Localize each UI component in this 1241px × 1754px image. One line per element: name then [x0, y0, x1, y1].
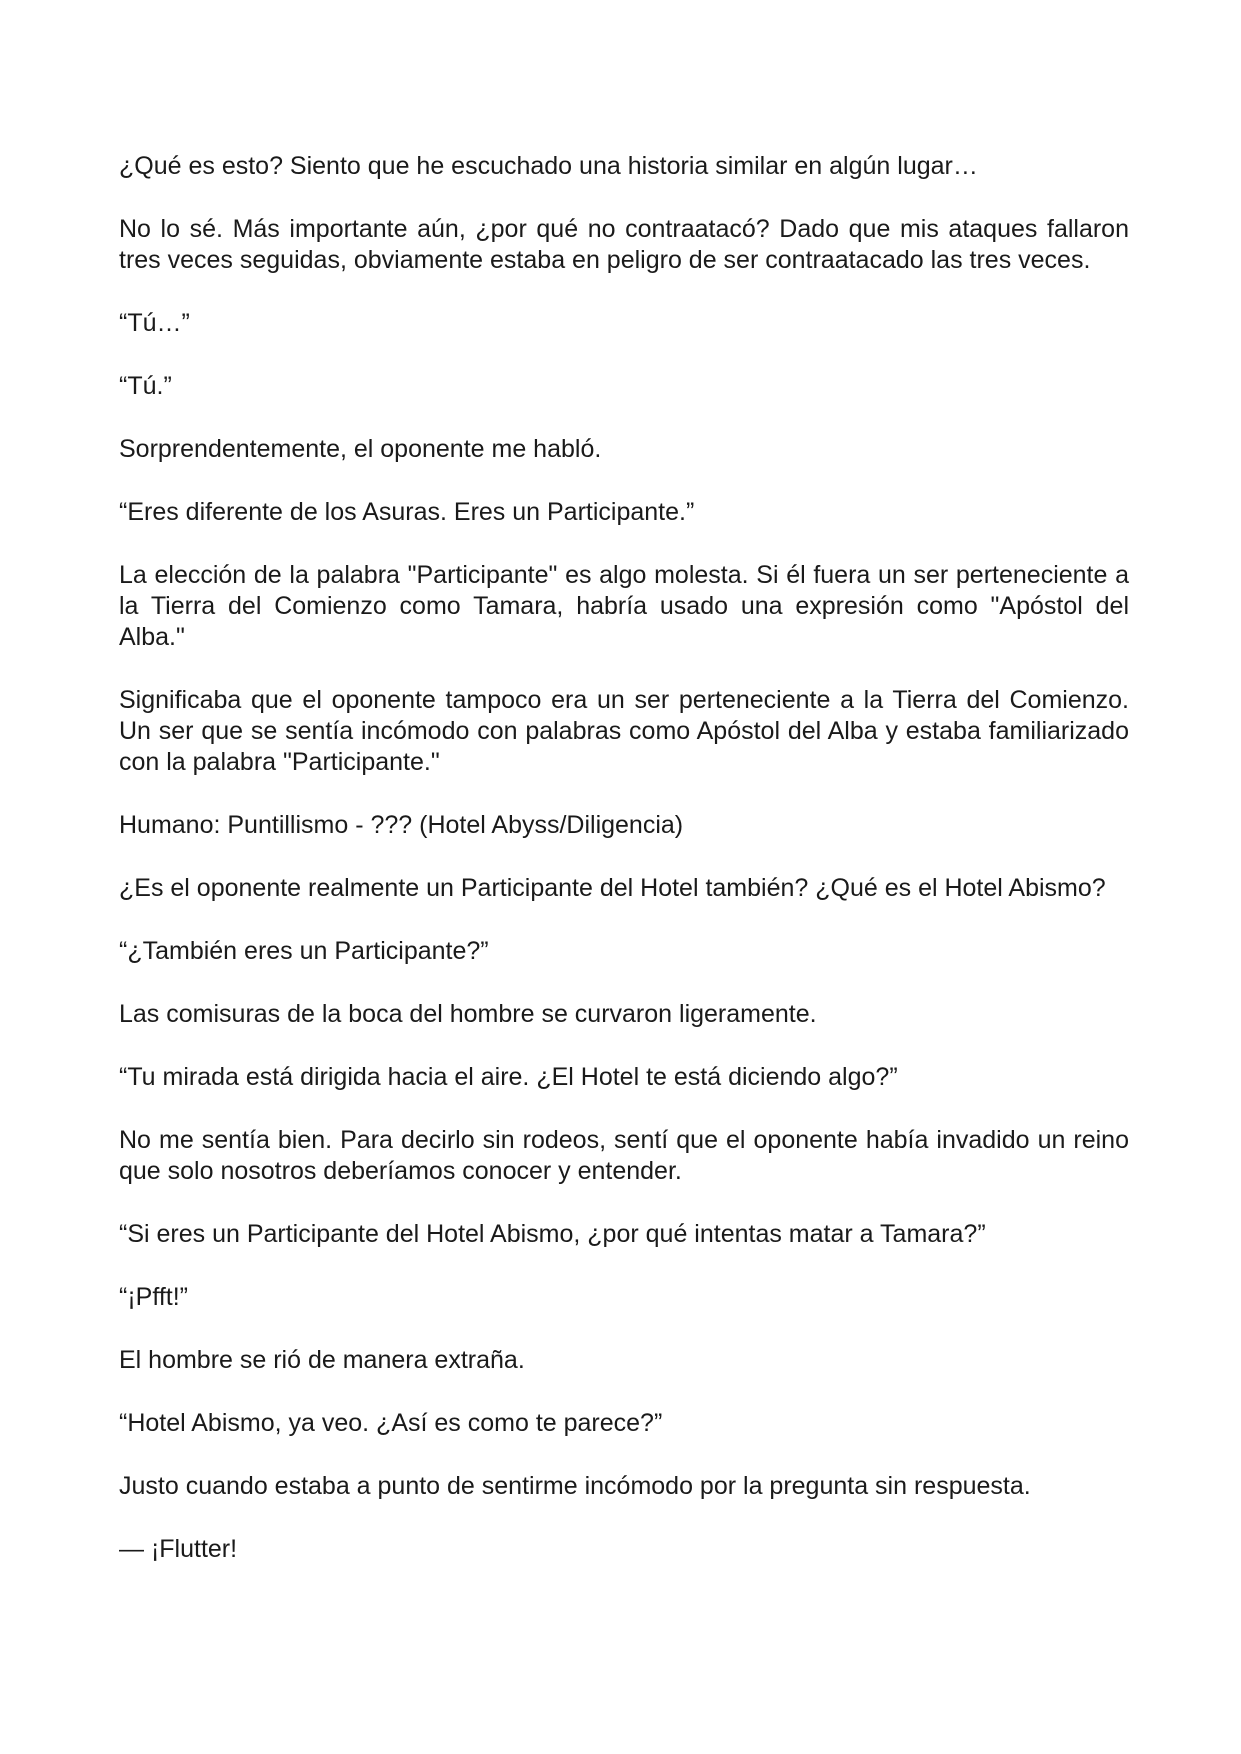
- paragraph: “Tu mirada está dirigida hacia el aire. ¿El Hotel te está diciendo algo?”: [119, 1063, 898, 1091]
- paragraph: No lo sé. Más importante aún, ¿por qué no contraatacó? Dado que mis ataques fallaron tres veces seguidas, obviamente estaba en peligro de ser contraatacado las tres veces.: [119, 215, 1129, 274]
- paragraph: “¡Pfft!”: [119, 1283, 188, 1311]
- paragraph: La elección de la palabra "Participante" es algo molesta. Si él fuera un ser perteneciente a la Tierra del Comienzo como Tamara, habría usado una expresión como "Apóstol del Alba.": [119, 561, 1129, 651]
- paragraph: “Eres diferente de los Asuras. Eres un Participante.”: [119, 498, 695, 526]
- paragraph: ¿Qué es esto? Siento que he escuchado una historia similar en algún lugar…: [119, 152, 978, 180]
- paragraph: El hombre se rió de manera extraña.: [119, 1346, 525, 1374]
- paragraph: — ¡Flutter!: [119, 1535, 238, 1563]
- paragraph: “¿También eres un Participante?”: [119, 937, 489, 965]
- paragraph: “Si eres un Participante del Hotel Abismo, ¿por qué intentas matar a Tamara?”: [119, 1220, 986, 1248]
- paragraph: Humano: Puntillismo - ??? (Hotel Abyss/Diligencia): [119, 811, 684, 839]
- document-body: [119, 151, 1129, 1565]
- paragraph: Significaba que el oponente tampoco era un ser perteneciente a la Tierra del Comienzo. Un ser que se sentía incómodo con palabras como Apóstol del Alba y estaba familiarizado con la palabra "Participante.": [119, 686, 1129, 776]
- paragraph: No me sentía bien. Para decirlo sin rodeos, sentí que el oponente había invadido un reino que solo nosotros deberíamos conocer y entender.: [119, 1126, 1129, 1185]
- paragraph: “Hotel Abismo, ya veo. ¿Así es como te parece?”: [119, 1409, 663, 1437]
- paragraph: “Tú.”: [119, 372, 172, 400]
- paragraph: Las comisuras de la boca del hombre se curvaron ligeramente.: [119, 1000, 817, 1028]
- paragraph: “Tú…”: [119, 309, 190, 337]
- paragraph: Justo cuando estaba a punto de sentirme incómodo por la pregunta sin respuesta.: [119, 1472, 1031, 1500]
- paragraph: Sorprendentemente, el oponente me habló.: [119, 435, 602, 463]
- paragraph: ¿Es el oponente realmente un Participante del Hotel también? ¿Qué es el Hotel Abismo?: [119, 874, 1106, 902]
